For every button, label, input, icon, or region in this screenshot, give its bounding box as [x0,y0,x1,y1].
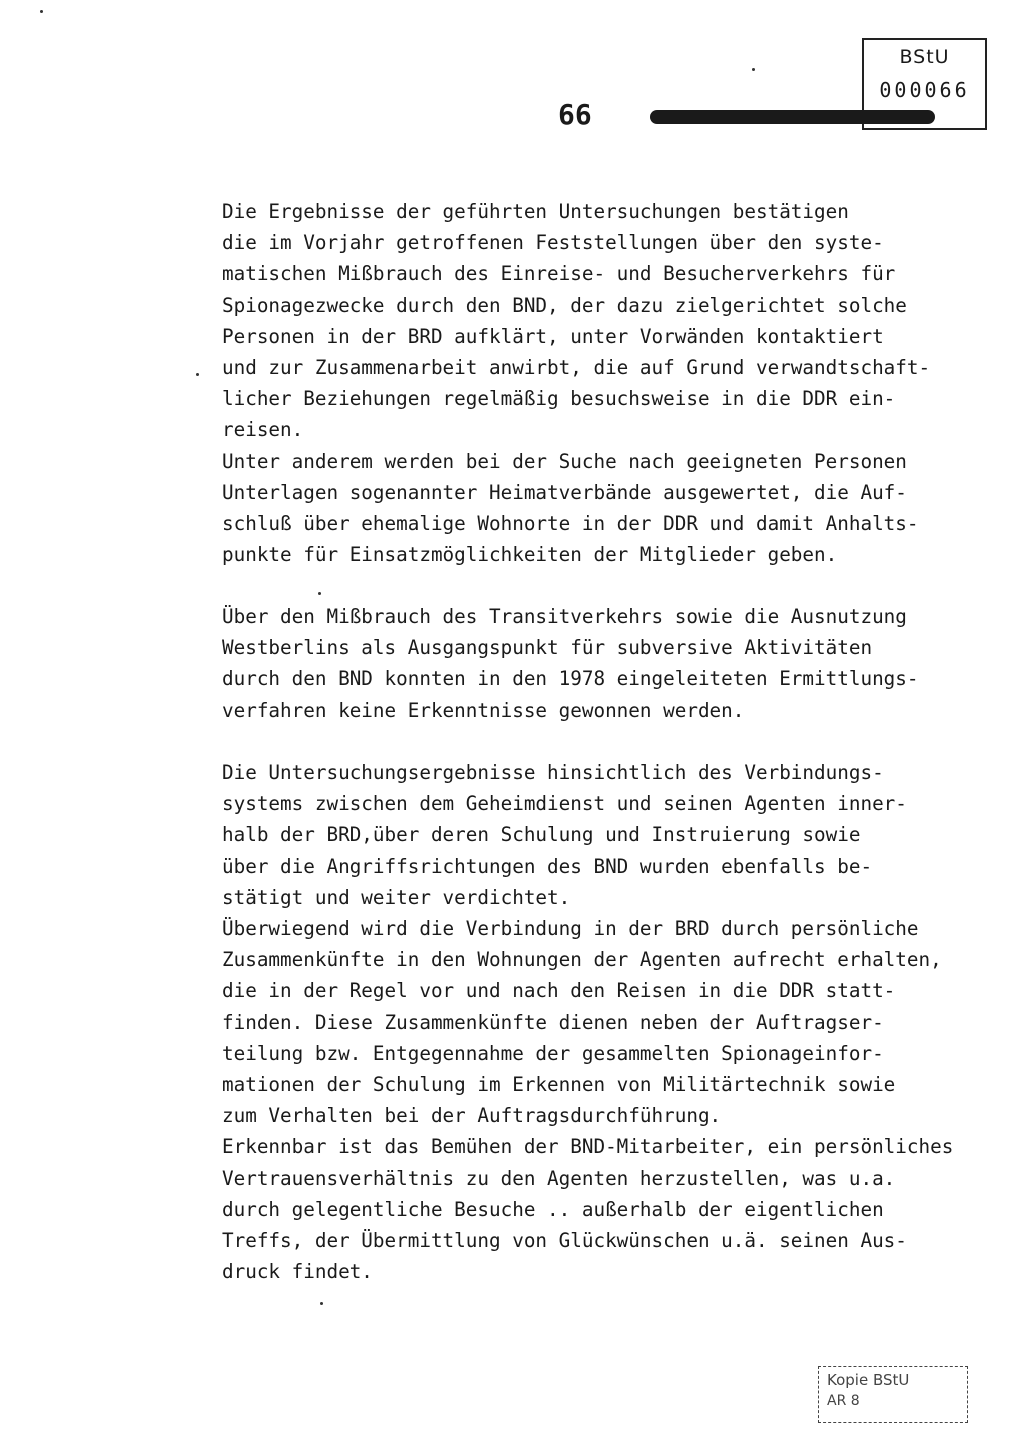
text-line: finden. Diese Zusammenkünfte dienen neben der Auftragser- [222,1010,884,1034]
text-line: schluß über ehemalige Wohnorte in der DDR und damit Anhalts- [222,512,919,536]
paragraph-1 [222,196,1012,570]
text-line: Die Ergebnisse der geführten Untersuchungen bestätigen [222,200,849,223]
text-line: Die Untersuchungsergebnisse hinsichtlich des Verbindungs- [222,761,884,784]
text-line: durch gelegentliche Besuche .. außerhalb der eigentlichen [222,1197,884,1221]
paragraph-3 [222,757,1012,1287]
page-number: 66 [558,98,592,131]
text-line: reisen. [222,418,304,442]
text-line: die in der Regel vor und nach den Reisen in die DDR statt- [222,979,896,1003]
kopie-stamp-code: AR 8 [827,1393,860,1409]
kopie-bstu-stamp [818,1366,968,1423]
kopie-stamp-label: Kopie BStU [827,1371,910,1389]
paragraph-2 [222,601,1012,726]
text-line: teilung bzw. Entgegennahme der gesammelten Spionageinfor- [222,1041,884,1065]
text-line: die im Vorjahr getroffenen Feststellungen über den syste- [222,231,884,255]
text-line: druck findet. [222,1260,373,1284]
text-line: über die Angriffsrichtungen des BND wurden ebenfalls be- [222,854,873,878]
text-line: Zusammenkünfte in den Wohnungen der Agenten aufrecht erhalten, [222,948,942,972]
text-line: Spionagezwecke durch den BND, der dazu zielgerichtet solche [222,293,907,317]
text-line: Vertrauensverhältnis zu den Agenten herzustellen, was u.a. [222,1166,896,1190]
scan-speck [318,592,321,595]
scan-speck [320,1302,323,1305]
text-line: Unterlagen sogenannter Heimatverbände ausgewertet, die Auf- [222,480,907,504]
scan-speck [40,10,43,13]
text-line: matischen Mißbrauch des Einreise- und Besucherverkehrs für [222,262,896,286]
scan-speck [196,373,199,376]
text-line: mationen der Schulung im Erkennen von Militärtechnik sowie [222,1073,896,1097]
text-line: halb der BRD,über deren Schulung und Instruierung sowie [222,823,861,847]
bstu-stamp-number: 000066 [879,78,970,102]
text-line: Treffs, der Übermittlung von Glückwünschen u.ä. seinen Aus- [222,1229,907,1253]
text-line: systems zwischen dem Geheimdienst und seinen Agenten inner- [222,792,907,816]
bstu-stamp-label: BStU [899,46,950,68]
text-line: stätigt und weiter verdichtet. [222,885,571,909]
scan-speck [752,68,755,71]
text-line: und zur Zusammenarbeit anwirbt, die auf Grund verwandtschaft- [222,356,931,380]
text-line: Erkennbar ist das Bemühen der BND-Mitarbeiter, ein persönliches [222,1135,954,1159]
redaction-bar [650,110,935,124]
text-line: verfahren keine Erkenntnisse gewonnen werden. [222,698,745,722]
text-line: zum Verhalten bei der Auftragsdurchführung. [222,1104,722,1128]
text-line: Überwiegend wird die Verbindung in der BRD durch persönliche [222,917,919,941]
text-line: durch den BND konnten in den 1978 eingeleiteten Ermittlungs- [222,667,919,691]
text-line: Über den Mißbrauch des Transitverkehrs sowie die Ausnutzung [222,605,907,628]
text-line: Personen in der BRD aufklärt, unter Vorwänden kontaktiert [222,324,884,348]
text-line: punkte für Einsatzmöglichkeiten der Mitglieder geben. [222,543,838,567]
text-line: licher Beziehungen regelmäßig besuchsweise in die DDR ein- [222,387,896,411]
text-line: Westberlins als Ausgangspunkt für subversive Aktivitäten [222,636,873,660]
text-line: Unter anderem werden bei der Suche nach geeigneten Personen [222,449,907,473]
